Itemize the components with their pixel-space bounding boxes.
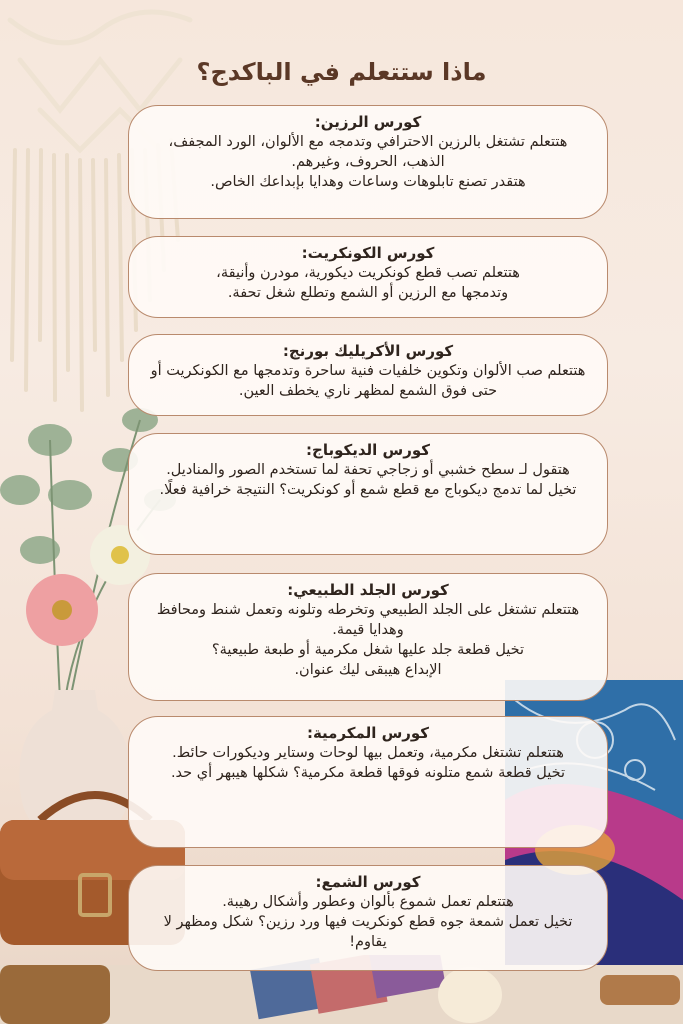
course-description: هتقدر تصنع تابلوهات وساعات وهدايا بإبداعك الخاص. <box>210 174 526 190</box>
course-card-acrylic-pouring <box>128 334 608 416</box>
course-card-natural-leather <box>128 573 608 701</box>
course-heading: كورس الديكوباج: <box>306 441 430 459</box>
course-description: تخيل قطعة جلد عليها شغل مكرمية أو طبعة طبيعية؟ <box>211 642 525 658</box>
course-description: هتتعلم تشتغل مكرمية، وتعمل بيها لوحات وستاير وديكورات حائط. <box>172 745 564 761</box>
course-description: تخيل لما تدمج ديكوباج مع قطع شمع أو كونكريت؟ النتيجة خرافية فعلًا. <box>159 482 577 498</box>
course-description: هتتعلم صب الألوان وتكوين خلفيات فنية ساحرة وتدمجها مع الكونكريت أو حتى فوق الشمع لمظهر ناري يخطف العين. <box>150 363 586 399</box>
course-description: هتتعلم تعمل شموع بألوان وعطور وأشكال رهيبة. <box>222 894 514 910</box>
course-description: هتتعلم تصب قطع كونكريت ديكورية، مودرن وأنيقة، <box>216 265 520 281</box>
course-description: وتدمجها مع الرزين أو الشمع وتطلع شغل تحفة. <box>227 285 509 301</box>
course-description: تخيل تعمل شمعة جوه قطع كونكريت فيها ورد رزين؟ شكل ومظهر لا يقاوم! <box>163 914 573 950</box>
course-heading: كورس الكونكريت: <box>301 244 435 262</box>
course-heading: كورس الأكريليك بورنج: <box>282 342 454 360</box>
course-card-resin <box>128 105 608 219</box>
course-card-candles <box>128 865 608 971</box>
page-title: ماذا ستتعلم في الباكدج؟ <box>196 58 487 86</box>
course-heading: كورس الرزين: <box>314 113 422 131</box>
course-description: هتتعلم تشتغل بالرزين الاحترافي وتدمجه مع الألوان، الورد المجفف، الذهب، الحروف، وغيرهم. <box>168 134 568 170</box>
course-heading: كورس الجلد الطبيعي: <box>287 581 449 599</box>
course-description: هتقول لـ سطح خشبي أو زجاجي تحفة لما تستخدم الصور والمناديل. <box>166 462 570 478</box>
course-card-decoupage <box>128 433 608 555</box>
course-description: هتتعلم تشتغل على الجلد الطبيعي وتخرطه وتلونه وتعمل شنط ومحافظ وهدايا قيمة. <box>156 602 580 638</box>
course-card-concrete <box>128 236 608 318</box>
course-card-macrame <box>128 716 608 848</box>
course-heading: كورس المكرمية: <box>306 724 430 742</box>
course-description: تخيل قطعة شمع متلونه فوقها قطعة مكرمية؟ شكلها هيبهر أي حد. <box>170 765 566 781</box>
course-description: الإبداع هيبقى ليك عنوان. <box>294 662 442 678</box>
course-heading: كورس الشمع: <box>315 873 421 891</box>
